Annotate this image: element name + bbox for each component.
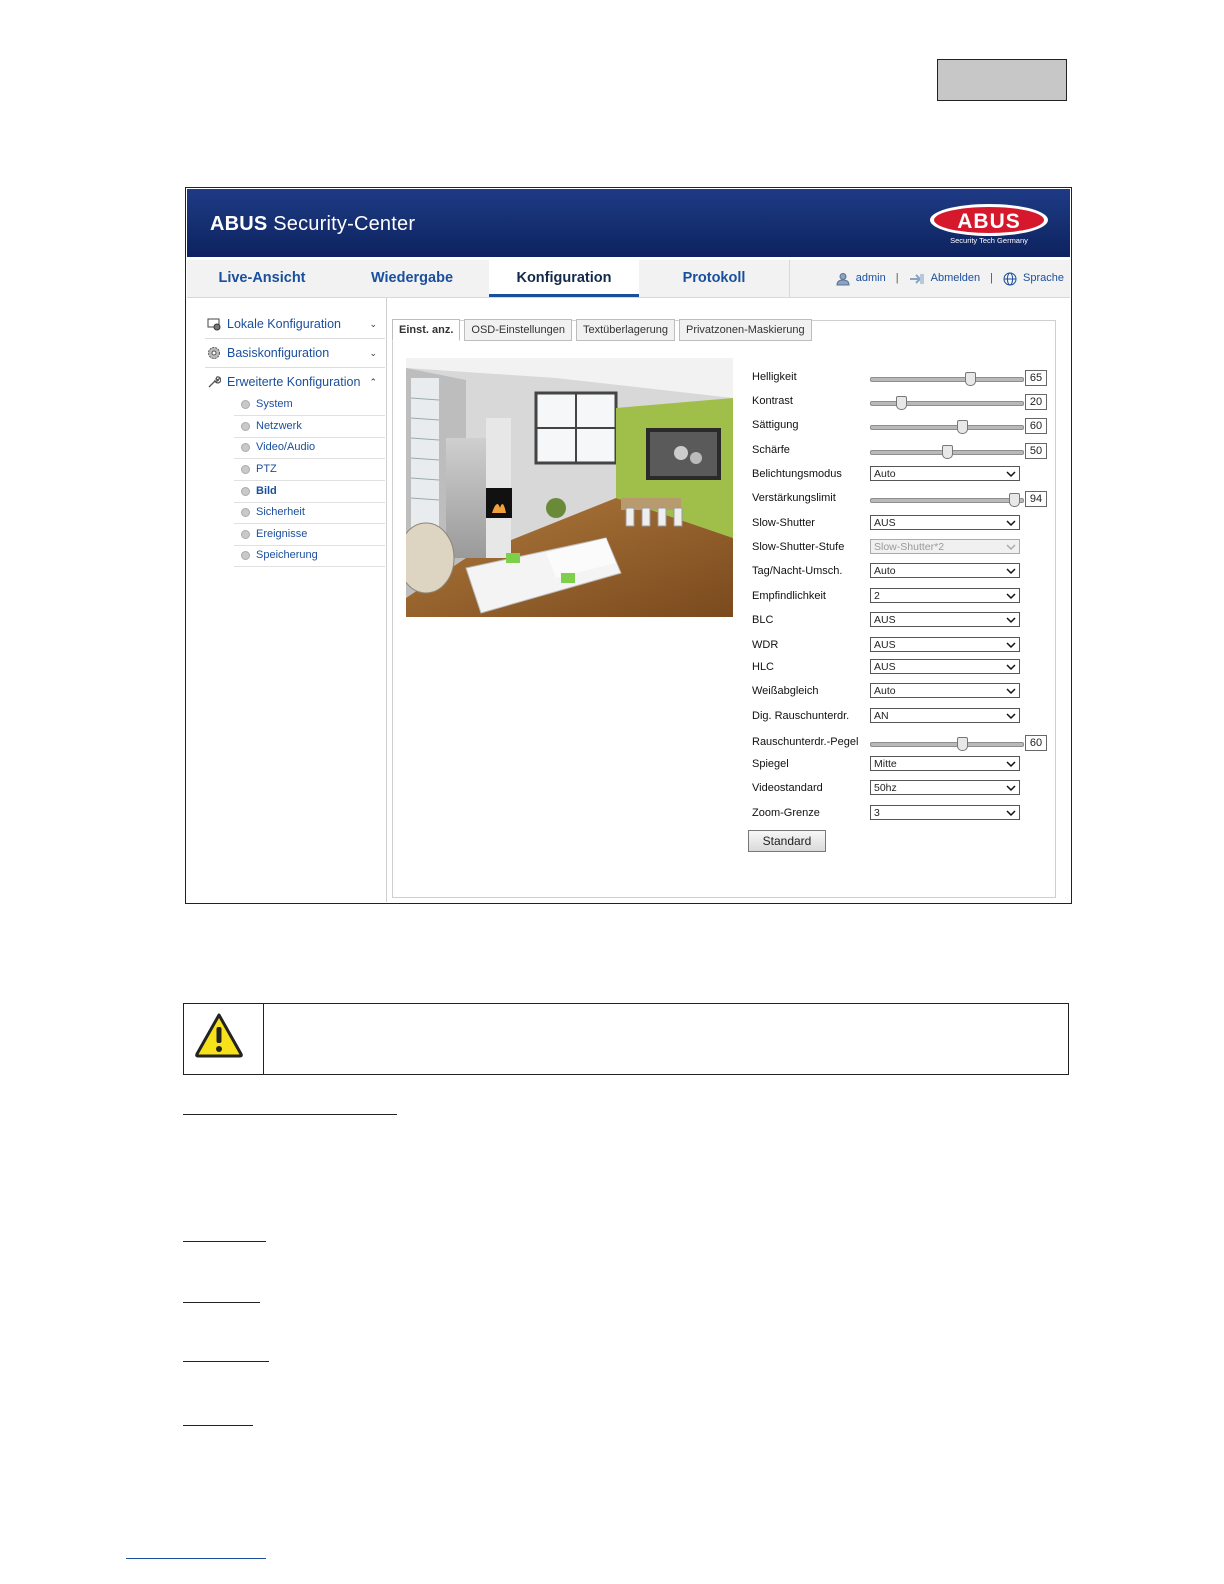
settings-subtabs [392,319,812,341]
chevron-down-icon: ⌄ [369,348,377,358]
tab-playback[interactable]: Wiedergabe [370,270,454,286]
tab-log[interactable]: Protokoll [639,260,790,297]
slider-thumb[interactable] [942,445,953,459]
saturation-value[interactable]: 60 [1025,418,1047,434]
tab-live-view[interactable]: Live-Ansicht [218,270,306,286]
day-night-select[interactable]: Auto [870,563,1020,578]
subtab-privacy-mask[interactable]: Privatzonen-Maskierung [679,319,812,341]
setting-label: Dig. Rauschunterdr. [752,710,850,722]
chevron-down-icon [1006,809,1016,817]
section-heading-underline [183,1114,397,1115]
setting-row-white-balance [752,682,1052,702]
setting-row-mirror [752,755,1052,775]
sidebar-sub-ptz[interactable] [234,459,385,481]
gain-limit-value[interactable]: 94 [1025,491,1047,507]
setting-row-sensitivity [752,587,1052,607]
noise-reduction-level-slider[interactable] [870,742,1024,747]
sidebar-sub-label: Video/Audio [256,441,316,453]
sidebar-sub-events[interactable] [234,524,385,546]
setting-label: Verstärkungslimit [752,492,836,504]
chevron-down-icon [1006,519,1016,527]
subtab-osd-settings[interactable]: OSD-Einstellungen [464,319,572,341]
hlc-select[interactable]: AUS [870,659,1020,674]
setting-label: BLC [752,614,774,626]
warning-icon-cell [184,1004,264,1074]
setting-label: Zoom-Grenze [752,807,820,819]
chevron-down-icon: ⌄ [369,319,377,329]
sharpness-value[interactable]: 50 [1025,443,1047,459]
warning-box [183,1003,1069,1075]
slider-thumb[interactable] [957,420,968,434]
subtab-display-settings[interactable]: Einst. anz. [392,319,460,341]
svg-text:Security Tech Germany: Security Tech Germany [950,236,1028,245]
setting-row-noise-reduction-level [752,733,1052,753]
bullet-icon [241,530,250,539]
camera-preview-image [406,358,733,617]
setting-label: Slow-Shutter [752,517,815,529]
setting-row-saturation [752,416,1052,436]
sensitivity-select[interactable]: 2 [870,588,1020,603]
chevron-up-icon: ⌃ [369,377,377,387]
logout-icon [909,273,925,285]
globe-icon [1003,272,1017,286]
chevron-down-icon [1006,616,1016,624]
sidebar-sub-label: PTZ [256,463,277,475]
wdr-select[interactable]: AUS [870,637,1020,652]
sidebar-item-label: Lokale Konfiguration [227,317,341,331]
slider-thumb[interactable] [957,737,968,751]
sidebar-sub-storage[interactable] [234,545,385,567]
setting-label: WDR [752,639,779,651]
setting-label: Sättigung [752,419,799,431]
sidebar-sub-label: Netzwerk [256,420,302,432]
setting-label: Tag/Nacht-Umsch. [752,565,843,577]
heading-underline [183,1241,266,1242]
sidebar-item-local-config[interactable] [205,310,385,339]
warning-icon [194,1012,244,1058]
chevron-down-icon [1006,663,1016,671]
sidebar-sub-video-audio[interactable] [234,437,385,459]
page-number-box [937,59,1067,101]
sidebar-item-advanced-config[interactable] [205,368,385,396]
brightness-value[interactable]: 65 [1025,370,1047,386]
setting-row-video-standard [752,779,1052,799]
sidebar-sub-network[interactable] [234,416,385,438]
subtab-text-overlay[interactable]: Textüberlagerung [576,319,675,341]
setting-label: Slow-Shutter-Stufe [752,541,845,553]
contrast-slider[interactable] [870,401,1024,406]
setting-row-zoom-limit [752,804,1052,824]
chevron-down-icon [1006,592,1016,600]
chevron-down-icon [1006,543,1016,551]
chevron-down-icon [1006,641,1016,649]
monitor-gear-icon [207,317,221,331]
blc-select[interactable]: AUS [870,612,1020,627]
setting-row-blc [752,611,1052,631]
setting-row-slow-shutter-level [752,538,1052,558]
bullet-icon [241,508,250,517]
exposure-mode-select[interactable]: Auto [870,466,1020,481]
sharpness-slider[interactable] [870,450,1024,455]
slow-shutter-select[interactable]: AUS [870,515,1020,530]
zoom-limit-select[interactable]: 3 [870,805,1020,820]
language-link[interactable]: Sprache [1023,272,1064,284]
noise-reduction-level-value[interactable]: 60 [1025,735,1047,751]
sidebar-item-label: Basiskonfiguration [227,346,330,360]
setting-row-wdr [752,636,1052,656]
setting-label: Spiegel [752,758,789,770]
sidebar-sub-security[interactable] [234,502,385,524]
video-standard-select[interactable]: 50hz [870,780,1020,795]
setting-label: Helligkeit [752,371,797,383]
wrench-icon [207,375,221,389]
heading-underline [183,1425,253,1426]
chevron-down-icon [1006,712,1016,720]
username-link[interactable]: admin [855,272,886,284]
bullet-icon [241,465,250,474]
sidebar-item-basic-config[interactable] [205,339,385,368]
gain-limit-slider[interactable] [870,498,1024,503]
tab-configuration[interactable]: Konfiguration [489,260,639,297]
setting-row-contrast [752,392,1052,412]
setting-row-slow-shutter [752,514,1052,534]
setting-label: HLC [752,661,775,673]
setting-label: Rauschunterdr.-Pegel [752,736,859,748]
contrast-value[interactable]: 20 [1025,394,1047,410]
app-window [185,187,1072,904]
sidebar-sub-system[interactable] [234,394,385,416]
chevron-down-icon [1006,784,1016,792]
separator: | [990,272,994,284]
user-area [836,260,1064,297]
setting-row-brightness [752,368,1052,388]
chevron-down-icon [1006,760,1016,768]
svg-text:ABUS: ABUS [957,210,1021,233]
gear-icon [207,346,221,360]
user-icon [836,272,850,286]
bullet-icon [241,487,250,496]
slider-thumb[interactable] [896,396,907,410]
setting-row-exposure-mode [752,465,1052,485]
chevron-down-icon [1006,470,1016,478]
setting-row-gain-limit [752,489,1052,509]
abus-logo [928,203,1050,245]
brightness-slider[interactable] [870,377,1024,382]
setting-label: Kontrast [752,395,793,407]
footer-link-underline[interactable] [126,1558,266,1559]
separator: | [895,272,899,284]
heading-underline [183,1361,269,1362]
standard-button[interactable]: Standard [748,830,826,852]
sidebar-item-label: Erweiterte Konfiguration [227,375,361,389]
sidebar-sub-image[interactable] [234,481,385,503]
sidebar-sub-label: Bild [256,485,277,497]
setting-label: Videostandard [752,782,823,794]
sidebar-sub-label: Ereignisse [256,528,308,540]
logout-link[interactable]: Abmelden [930,272,981,284]
sidebar-sub-label: Speicherung [256,549,318,561]
setting-row-digital-noise-reduction [752,707,1052,727]
setting-row-hlc [752,658,1052,678]
setting-label: Empfindlichkeit [752,590,826,602]
digital-noise-reduction-select[interactable]: AN [870,708,1020,723]
bullet-icon [241,443,250,452]
mirror-select[interactable]: Mitte [870,756,1020,771]
setting-label: Schärfe [752,444,790,456]
setting-row-day-night [752,562,1052,582]
white-balance-select[interactable]: Auto [870,683,1020,698]
sidebar [187,298,387,902]
sidebar-sub-label: Sicherheit [256,506,305,518]
slow-shutter-level-select: Slow-Shutter*2 [870,539,1020,554]
setting-row-sharpness [752,441,1052,461]
saturation-slider[interactable] [870,425,1024,430]
heading-underline [183,1302,260,1303]
setting-label: Belichtungsmodus [752,468,842,480]
setting-label: Weißabgleich [752,685,819,697]
bullet-icon [241,422,250,431]
chevron-down-icon [1006,567,1016,575]
chevron-down-icon [1006,687,1016,695]
sidebar-sub-label: System [256,398,293,410]
main-navigation [187,260,1070,298]
app-title: ABUS Security-Center [210,213,416,235]
bullet-icon [241,551,250,560]
app-header [187,189,1070,257]
slider-thumb[interactable] [1009,493,1020,507]
bullet-icon [241,400,250,409]
slider-thumb[interactable] [965,372,976,386]
